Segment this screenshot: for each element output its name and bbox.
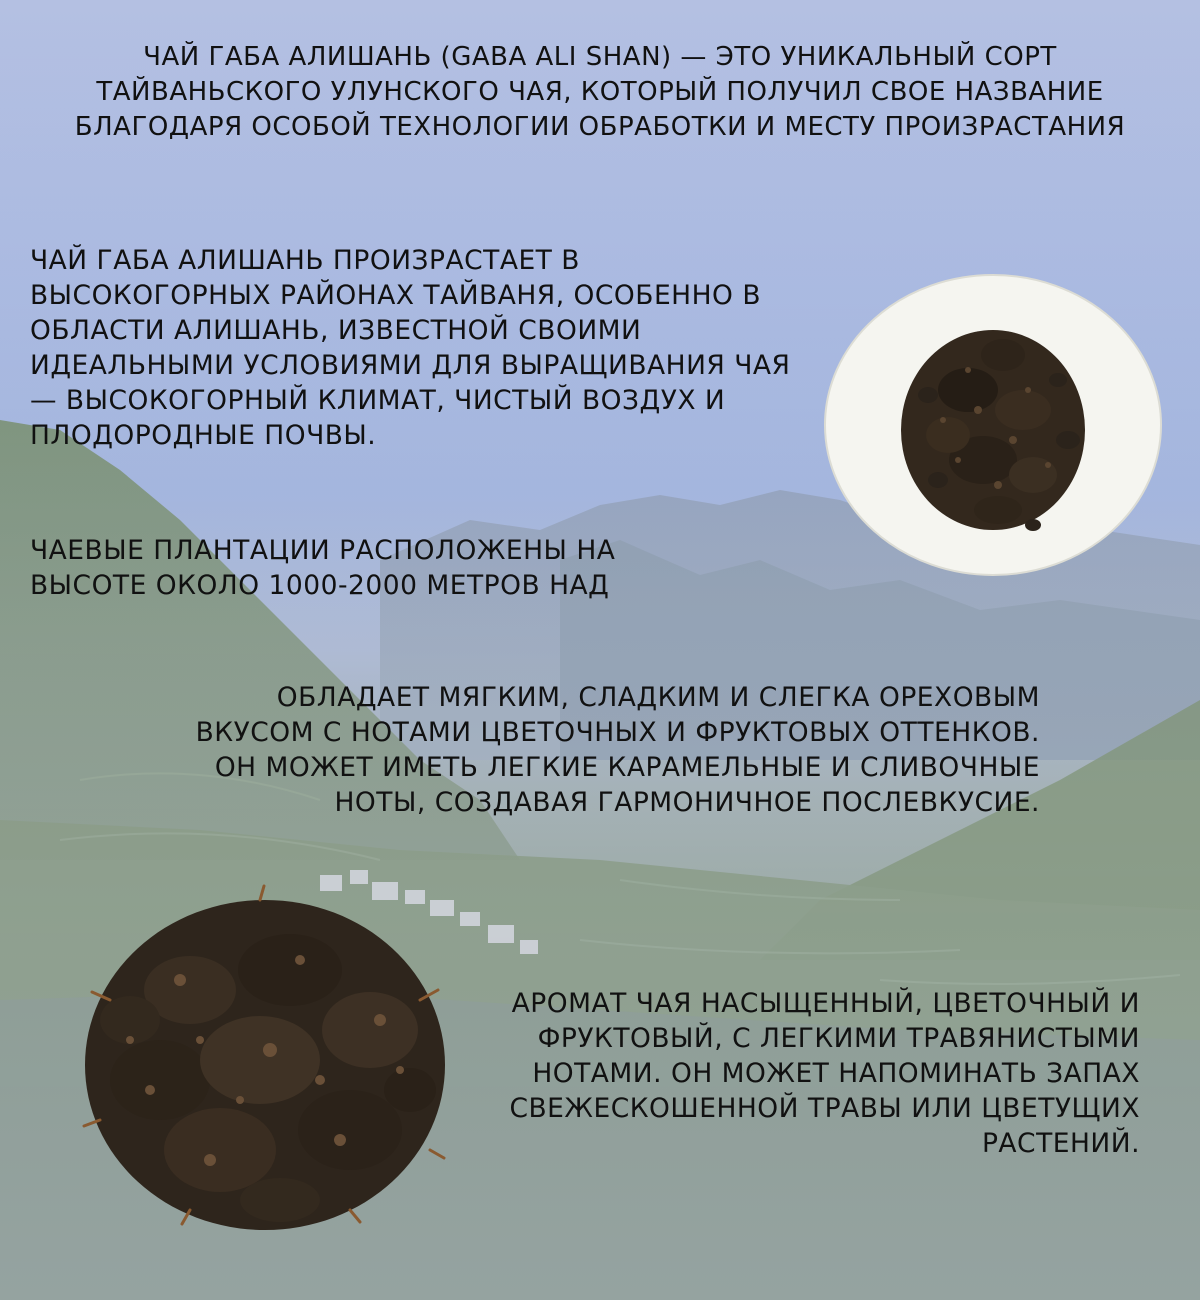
tea-plate-image <box>818 270 1168 580</box>
origin-text: ЧАЙ ГАБА АЛИШАНЬ ПРОИЗРАСТАЕТ В ВЫСОКОГОРНЫХ РАЙОНАХ ТАЙВАНЯ, ОСОБЕННО В ОБЛАСТИ АЛИШАНЬ, ИЗВЕСТНОЙ СВОИМИ ИДЕАЛЬНЫМИ УСЛОВИЯМИ ДЛЯ ВЫРАЩИВАНИЯ ЧАЯ — ВЫСОКОГОРНЫЙ КЛИМАТ, ЧИСТЫЙ ВОЗДУХ И ПЛОДОРОДНЫЕ ПОЧВЫ. <box>30 245 791 451</box>
plantation-text: ЧАЕВЫЕ ПЛАНТАЦИИ РАСПОЛОЖЕНЫ НА ВЫСОТЕ ОКОЛО 1000-2000 МЕТРОВ НАД <box>30 535 616 601</box>
taste-text: ОБЛАДАЕТ МЯГКИМ, СЛАДКИМ И СЛЕГКА ОРЕХОВЫМ ВКУСОМ С НОТАМИ ЦВЕТОЧНЫХ И ФРУКТОВЫХ ОТТЕНКОВ. ОН МОЖЕТ ИМЕТЬ ЛЕГКИЕ КАРАМЕЛЬНЫЕ И СЛИВОЧНЫЕ НОТЫ, СОЗДАВАЯ ГАРМОНИЧНОЕ ПОСЛЕВКУСИЕ. <box>195 682 1040 818</box>
tea-leaves-pile-image <box>70 880 460 1240</box>
headline-text: ЧАЙ ГАБА АЛИШАНЬ (GABA ALI SHAN) — ЭТО УНИКАЛЬНЫЙ СОРТ ТАЙВАНЬСКОГО УЛУНСКОГО ЧАЯ, КОТОРЫЙ ПОЛУЧИЛ СВОЕ НАЗВАНИЕ БЛАГОДАРЯ ОСОБОЙ ТЕХНОЛОГИИ ОБРАБОТКИ И МЕСТУ ПРОИЗРАСТАНИЯ <box>74 42 1126 142</box>
aroma-text: АРОМАТ ЧАЯ НАСЫЩЕННЫЙ, ЦВЕТОЧНЫЙ И ФРУКТОВЫЙ, С ЛЕГКИМИ ТРАВЯНИСТЫМИ НОТАМИ. ОН МОЖЕТ НАПОМИНАТЬ ЗАПАХ СВЕЖЕСКОШЕННОЙ ТРАВЫ ИЛИ ЦВЕТУЩИХ РАСТЕНИЙ. <box>509 988 1140 1159</box>
